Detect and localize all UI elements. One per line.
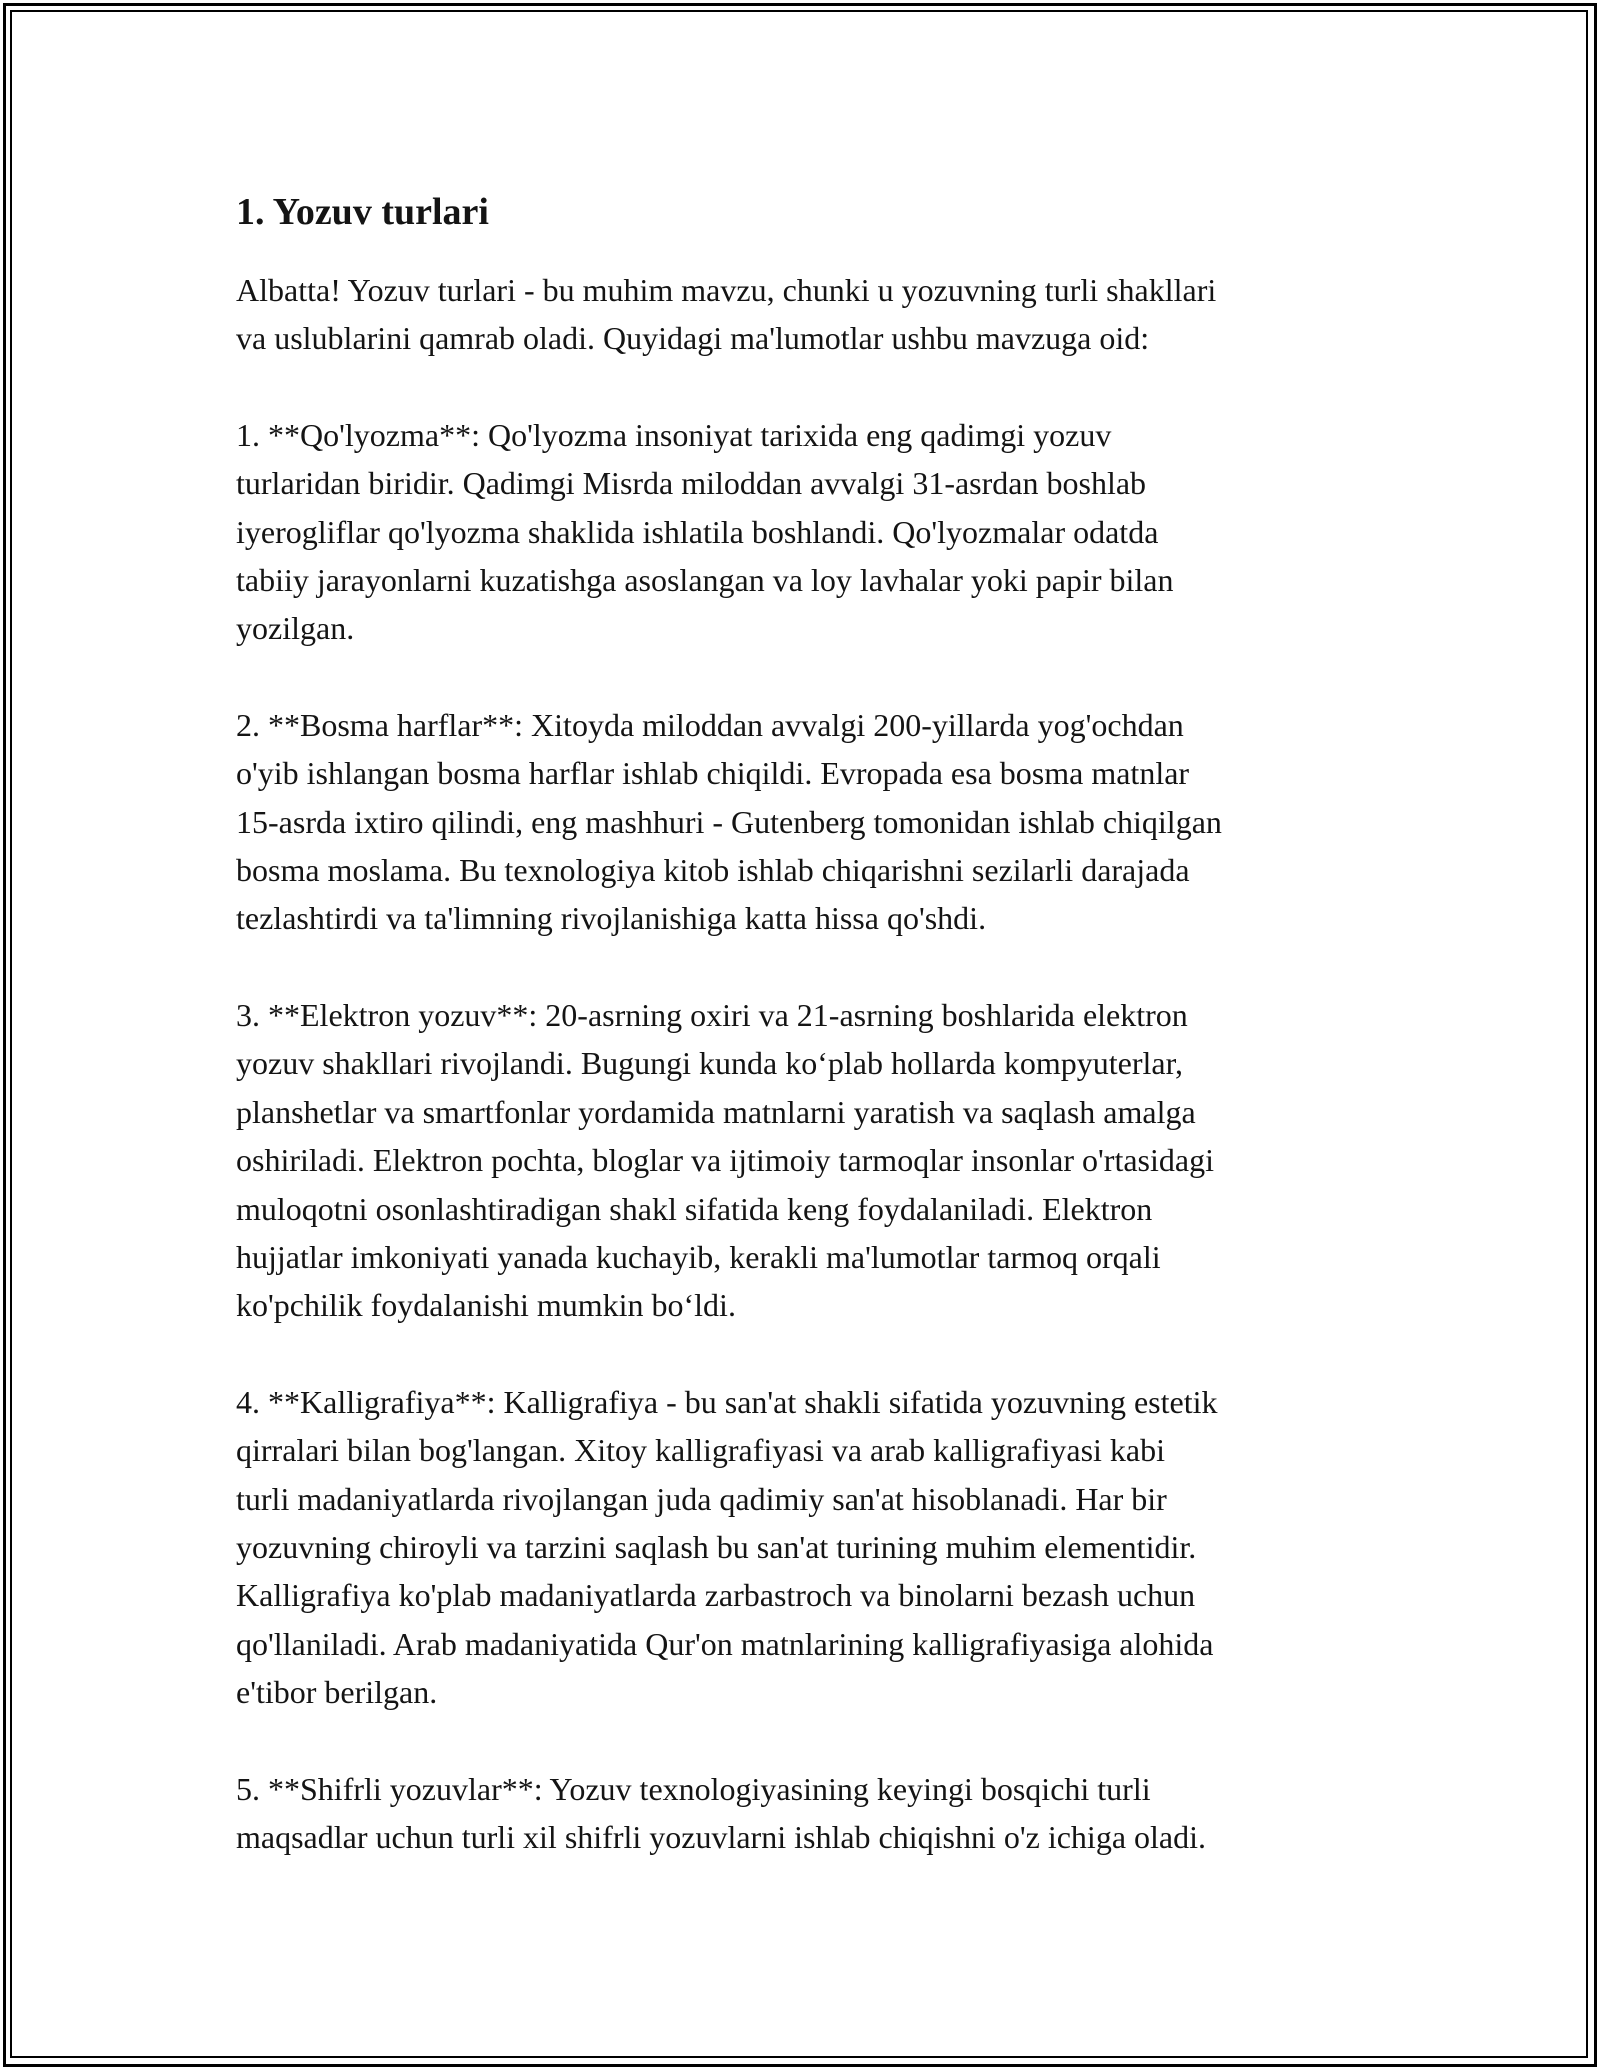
paragraph-kalligrafiya: 4. **Kalligrafiya**: Kalligrafiya - bu san'at shakli sifatida yozuvning estetik qirralari bilan bog'langan. Xitoy kalligrafiyasi va arab kalligrafiyasi kabi turli madaniyatlarda rivojlangan juda qadimiy san'at hisoblanadi. Har bir yozuvning chiroyli va tarzini saqlash bu san'at turining muhim elementidir. Kalligrafiya ko'plab madaniyatlarda zarbastroch va binolarni bezash uchun qo'llaniladi. Arab madaniyatida Qur'on matnlarining kalligrafiyasiga alohida e'tibor berilgan.: [236, 1383, 1218, 1711]
document-title: 1. Yozuv turlari: [236, 191, 489, 233]
intro-paragraph: Albatta! Yozuv turlari - bu muhim mavzu, chunki u yozuvning turli shakllari va uslublarini qamrab oladi. Quyidagi ma'lumotlar ushbu mavzuga oid:: [236, 272, 1217, 357]
paragraph-qolyozma: 1. **Qo'lyozma**: Qo'lyozma insoniyat tarixida eng qadimgi yozuv turlaridan biridir. Qadimgi Misrda miloddan avvalgi 31-asrdan boshlab iyerogliflar qo'lyozma shaklida ishlatila boshlandi. Qo'lyozmalar odatda tabiiy jarayonlarni kuzatishga asoslangan va loy lavhalar yoki papir bilan yozilgan.: [236, 416, 1174, 647]
paragraph-elektron-yozuv: 3. **Elektron yozuv**: 20-asrning oxiri va 21-asrning boshlarida elektron yozuv shakllari rivojlandi. Bugungi kunda ko‘plab hollarda kompyuterlar, planshetlar va smartfonlar yordamida matnlarni yaratish va saqlash amalga oshiriladi. Elektron pochta, bloglar va ijtimoiy tarmoqlar insonlar o'rtasidagi muloqotni osonlashtiradigan shakl sifatida keng foydalaniladi. Elektron hujjatlar imkoniyati yanada kuchayib, kerakli ma'lumotlar tarmoq orqali ko'pchilik foydalanishi mumkin bo‘ldi.: [236, 996, 1214, 1324]
paragraph-bosma-harflar: 2. **Bosma harflar**: Xitoyda miloddan avvalgi 200-yillarda yog'ochdan o'yib ishlangan bosma harflar ishlab chiqildi. Evropada esa bosma matnlar 15-asrda ixtiro qilindi, eng mashhuri - Gutenberg tomonidan ishlab chiqilgan bosma moslama. Bu texnologiya kitob ishlab chiqarishni sezilarli darajada tezlashtirdi va ta'limning rivojlanishiga katta hissa qo'shdi.: [236, 706, 1222, 937]
paragraph-shifrli-yozuvlar: 5. **Shifrli yozuvlar**: Yozuv texnologiyasining keyingi bosqichi turli maqsadlar uchun turli xil shifrli yozuvlarni ishlab chiqishni o'z ichiga oladi.: [236, 1770, 1206, 1855]
document-body: [236, 178, 1396, 1909]
